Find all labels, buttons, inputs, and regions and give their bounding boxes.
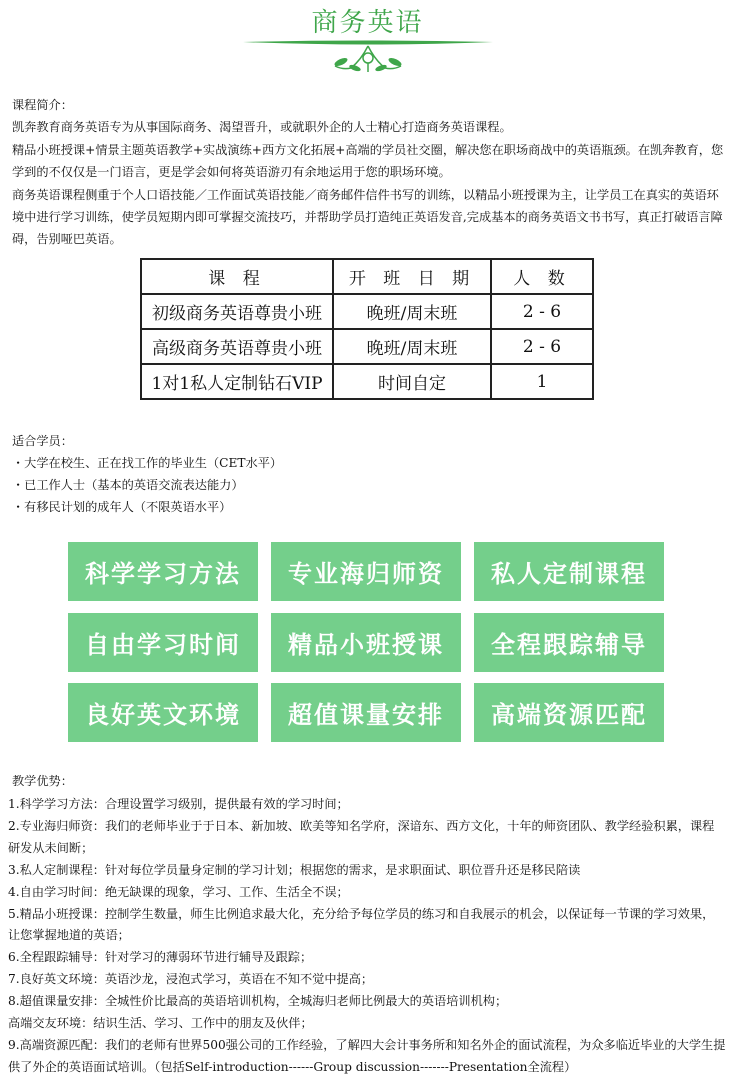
advantages-list — [8, 794, 726, 1079]
audience-heading: 适合学员： — [12, 434, 73, 448]
size-cell: 1 — [491, 364, 593, 399]
feature-tile: 科学学习方法 — [68, 542, 258, 601]
course-schedule-table — [140, 258, 594, 400]
list-item: 4.自由学习时间：绝无缺课的现象，学习、工作、生活全不误； — [8, 884, 349, 899]
schedule-cell: 晚班/周末班 — [333, 294, 491, 329]
feature-tile: 良好英文环境 — [68, 683, 258, 742]
course-name-cell: 1对1私人定制钻石VIP — [141, 364, 333, 399]
feature-grid — [68, 542, 664, 742]
course-name-cell: 初级商务英语尊贵小班 — [141, 294, 333, 329]
list-item: 1.科学学习方法：合理设置学习级别，提供最有效的学习时间； — [8, 797, 349, 811]
table-row — [141, 329, 593, 364]
intro-heading: 课程简介： — [12, 98, 73, 112]
audience-list — [12, 452, 282, 518]
list-item: 8.超值课量安排：全城性价比最高的英语培训机构，全城海归老师比例最大的英语培训机构； — [8, 994, 508, 1009]
column-header: 人 数 — [491, 259, 593, 294]
column-header: 课 程 — [141, 259, 333, 294]
table-row — [141, 364, 593, 399]
list-item: 3.私人定制课程：针对每位学员量身定制的学习计划；根据您的需求，是求职面试、职位晋升还是移民陪读 — [8, 862, 581, 877]
feature-tile: 全程跟踪辅导 — [474, 613, 664, 672]
feature-tile: 超值课量安排 — [271, 683, 461, 742]
intro-paragraph: 凯奔教育商务英语专为从事国际商务、渴望晋升，或就职外企的人士精心打造商务英语课程。 — [12, 120, 512, 135]
list-item: 9.高端资源匹配：我们的老师有世界500强公司的工作经验，了解四大会计事务所和知名外企的面试流程，为众多临近毕业的大学生提供了外企的英语面试培训。（包括Self-introduction------Group discussion-------Presentation全流程） — [8, 1037, 726, 1074]
feature-tile: 高端资源匹配 — [474, 683, 664, 742]
list-item: ・大学在校生、正在找工作的毕业生（CET水平） — [12, 456, 283, 470]
intro-paragraph: 精品小班授课+情景主题英语教学+实战演练+西方文化拓展+高端的学员社交圈，解决您在职场商战中的英语瓶颈。在凯奔教育，您学到的不仅仅是一门语言，更是学会如何将英语游刃有余地运用于您的职场环境。 — [12, 142, 724, 180]
list-item: 2.专业海归师资：我们的老师毕业于于日本、新加坡、欧美等知名学府，深谙东、西方文化，十年的师资团队、教学经验积累，课程研发从未间断； — [8, 818, 715, 855]
size-cell: 2 - 6 — [491, 329, 593, 364]
intro-paragraph: 商务英语课程侧重于个人口语技能／工作面试英语技能／商务邮件信件书写的训练，以精品小班授课为主，让学员工在真实的英语环境中进行学习训练，使学员短期内即可掌握交流技巧，并帮助学员打造纯正英语发音,完成基本的商务英语文书书写，真正打破语言障碍，告别哑巴英语。 — [12, 187, 723, 247]
list-item: 高端交友环境：结识生活、学习、工作中的朋友及伙伴； — [8, 1016, 313, 1031]
feature-tile: 自由学习时间 — [68, 613, 258, 672]
size-cell: 2 - 6 — [491, 294, 593, 329]
feature-tile: 私人定制课程 — [474, 542, 664, 601]
course-name-cell: 高级商务英语尊贵小班 — [141, 329, 333, 364]
schedule-cell: 晚班/周末班 — [333, 329, 491, 364]
schedule-cell: 时间自定 — [333, 364, 491, 399]
advantages-heading: 教学优势： — [12, 774, 73, 788]
list-item: 5.精品小班授课：控制学生数量，师生比例追求最大化，充分给予每位学员的练习和自我展示的机会，以保证每一节课的学习效果，让您掌握地道的英语； — [8, 906, 715, 943]
list-item: 6.全程跟踪辅导：针对学习的薄弱环节进行辅导及跟踪； — [8, 950, 313, 965]
page-title: 商务英语 — [311, 8, 424, 38]
table-row — [141, 294, 593, 329]
course-intro — [12, 94, 724, 251]
feature-tile: 精品小班授课 — [271, 613, 461, 672]
list-item: ・有移民计划的成年人（不限英语水平） — [12, 500, 232, 514]
column-header: 开 班 日 期 — [333, 259, 491, 294]
feature-tile: 专业海归师资 — [271, 542, 461, 601]
leaf-ornament — [243, 38, 493, 76]
table-header-row — [141, 259, 593, 294]
list-item: 7.良好英文环境：英语沙龙，浸泡式学习，英语在不知不觉中提高； — [8, 972, 374, 987]
list-item: ・已工作人士（基本的英语交流表达能力） — [12, 478, 244, 492]
